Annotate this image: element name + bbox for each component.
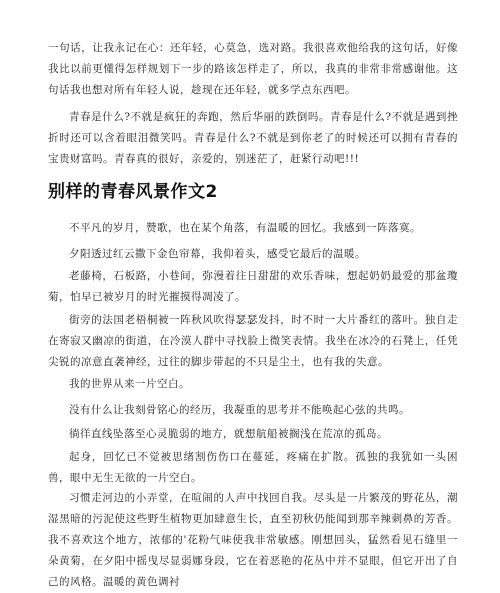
body-paragraph: 夕阳透过红云撒下金色帘幕，我仰着头，感受它最后的温暖。 — [69, 248, 366, 260]
section-heading: 别样的青春风景作文2 — [48, 182, 218, 202]
body-paragraph: 不平凡的岁月，赞歌，也在某个角落，有温暖的回忆。我感到一阵落寞。 — [69, 222, 421, 234]
body-paragraph: 习惯走河边的小弄堂，在喧闹的人声中找回自我。尽头是一片繁茂的野花丛，潮湿黑暗的污泥使这些野生植物更加肆意生长，直至初秋仍能闻到那辛辣刺鼻的芳香。我不喜欢这个地方，浓郁的'花粉气味使我非常敏感。刚想回头，猛然看见石缝里一朵黄菊，在夕阳中摇曳尽显弱娜身段，它在着恶艳的花丛中并不显眼，但它开出了自己的风格。温暖的黄色调衬 — [48, 492, 458, 588]
body-paragraph: 街旁的法国老梧桐被一阵秋风吹得瑟瑟发抖，时不时一大片番红的落叶。独自走在寄寂又幽凉的街道，在冷漠人群中寻找脸上微笑表情。我坐在冰冷的石凳上，任凭尖锐的凉意直袭神经，过往的脚步带起的不只是尘土，也有我的失意。 — [48, 314, 458, 368]
paragraph-1: 一句话，让我永记在心：还年轻，心莫急，选对路。我很喜欢他给我的这句话，好像我比以前更懂得怎样规划下一步的路该怎样走了，所以，我真的非常非常感谢他。这句话我也想对所有年轻人说，趁现在还年轻，就多学点东西吧。 — [48, 42, 458, 96]
body-paragraph: 我的世界从来一片空白。 — [69, 378, 190, 390]
body-paragraph: 没有什么让我刻骨铭心的经历，我凝重的思考并不能唤起心弦的共鸣。 — [69, 404, 410, 416]
paragraph-2: 青春是什么?不就是疯狂的奔跑，然后华丽的跌倒吗。青春是什么?不就是遇到挫折时还可以含着眼泪微笑吗。青春是什么?不就是到你老了的时候还可以拥有青春的宝贵财富吗。青春真的很好，亲爱的，别迷茫了，赶紧行动吧!!! — [48, 111, 458, 165]
body-paragraph: 起身，回忆已不觉被思绪割伤伤口在蔓延，疼痛在扩散。孤独的我犹如一头困兽，眼中无生无欲的一片空白。 — [48, 451, 458, 484]
body-paragraph: 老藤椅，石板路，小巷间，弥漫着往日甜甜的欢乐香味，想起奶奶最爱的那盆瓊菊，怕早已被岁月的时光摧摸得凋凌了。 — [48, 270, 458, 303]
body-paragraph: 徜徉直线坠落至心灵脆弱的地方，就想航船被搁浅在荒凉的孤岛。 — [69, 428, 388, 440]
